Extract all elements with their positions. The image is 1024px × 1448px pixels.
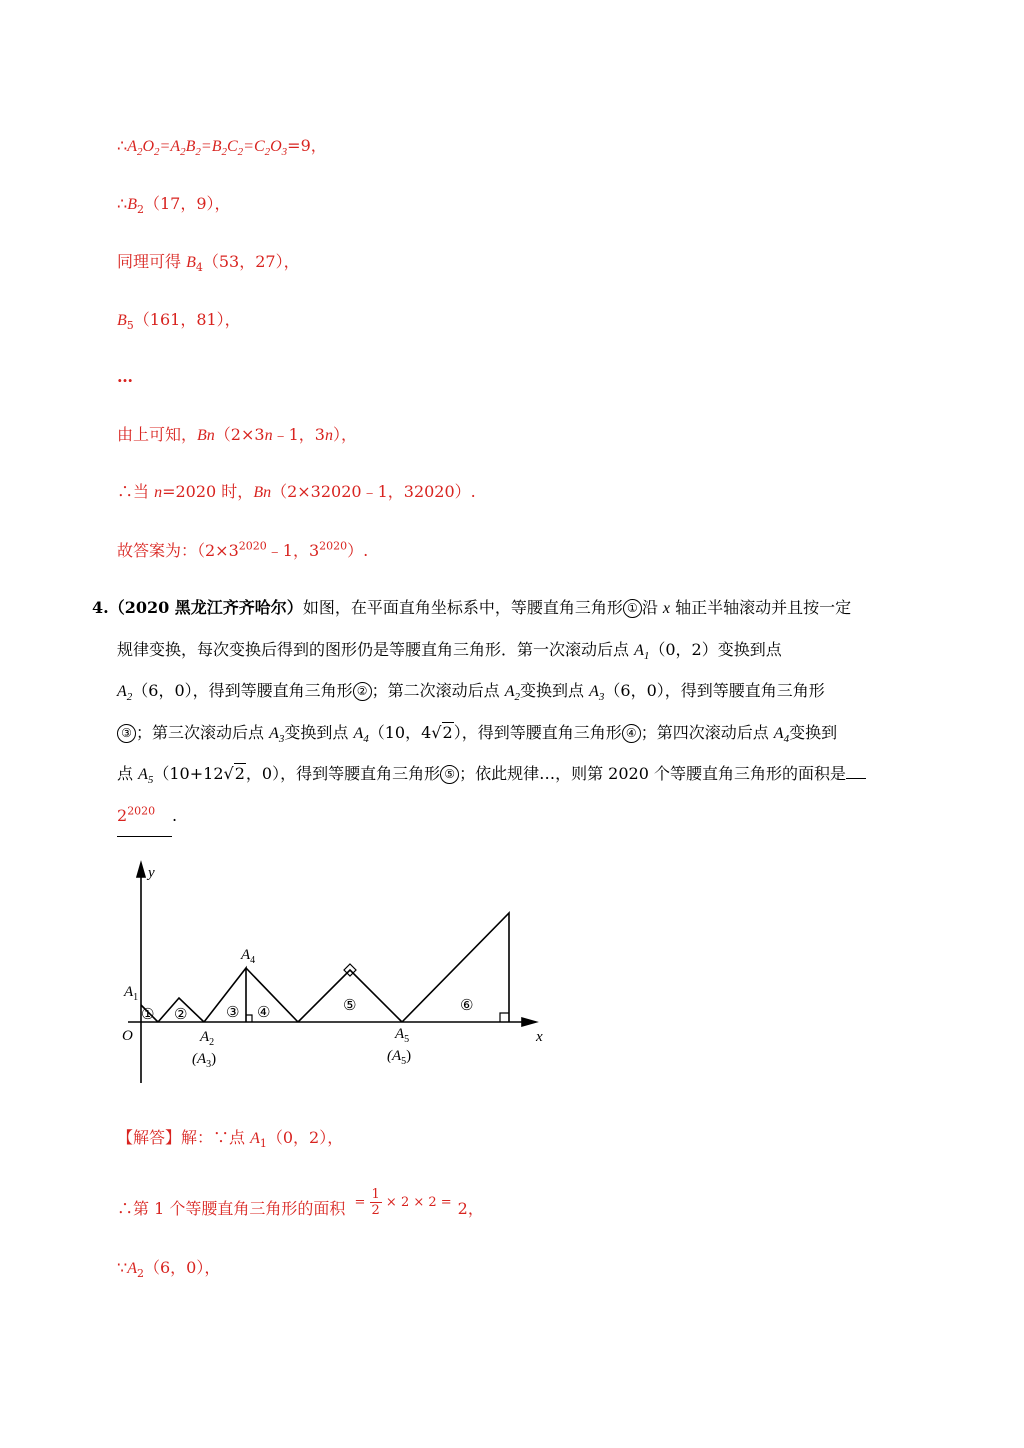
line-prefix: 由上可知， <box>117 425 198 444</box>
var-n: n <box>154 484 163 501</box>
point-coords: （17，9）， <box>143 194 231 213</box>
problem-text: （6，0），得到等腰直角三角形 <box>604 681 825 700</box>
problem-text: ；依此规律…，则第 2020 个等腰直角三角形的面积是 <box>459 764 846 783</box>
solution-label: 【解答】解：∵点 <box>117 1128 251 1147</box>
sqrt-radicand: 2 <box>442 722 453 742</box>
answer-prefix: 故答案为：（2×3 <box>117 541 239 560</box>
point-name: A <box>127 1260 137 1277</box>
point-a3: $A_3$ <box>589 683 605 704</box>
line-prefix: 同理可得 <box>117 252 187 271</box>
point-a5: $A_5$ <box>138 766 154 787</box>
solution-line-4 <box>117 310 241 331</box>
solution-line-2 <box>117 194 231 215</box>
exponent: 2020 <box>319 539 348 553</box>
coords-part-a: （2×3 <box>214 425 265 444</box>
point-name: A <box>250 1130 260 1147</box>
fraction-half <box>370 1187 382 1218</box>
problem-line-1 <box>92 588 932 630</box>
var-n: n <box>324 427 333 444</box>
problem-text: 规律变换，每次变换后得到的图形仍是等腰直角三角形．第一次滚动后点 <box>117 639 635 659</box>
problem-text: ；第二次滚动后点 <box>371 681 505 700</box>
label-a2: $A_2$ <box>200 1029 215 1048</box>
answer-base: 2 <box>117 805 128 825</box>
point-subscript: 5 <box>126 319 134 333</box>
triangle-4-hyp <box>246 968 298 1022</box>
sqrt-symbol: √ <box>431 722 442 742</box>
right-angle-mark <box>500 1013 509 1022</box>
problem-source: （2020 黑龙江齐齐哈尔） <box>108 598 303 617</box>
coords-part-c: ）， <box>332 425 357 444</box>
label-a5-paren: $(A_5)$ <box>387 1048 412 1067</box>
point-a2: $A_2$ <box>504 683 521 704</box>
therefore-symbol: ∴ <box>117 194 128 213</box>
circled-6-label: ⑥ <box>460 996 474 1014</box>
answer-middle: ﹣1，3 <box>266 541 320 560</box>
label-a1: $A_1$ <box>124 984 139 1003</box>
answer-line-3 <box>117 1258 220 1279</box>
circled-5-label: ⑤ <box>343 996 357 1014</box>
solution-line-6 <box>117 425 357 446</box>
therefore-symbol: ∴ <box>117 136 128 155</box>
problem-text: ；第四次滚动后点 <box>640 722 774 742</box>
y-axis-arrow <box>137 863 145 877</box>
answer-exponent: 2020 <box>127 804 156 818</box>
answer-end: ）. <box>347 541 369 560</box>
fraction-numerator: 1 <box>371 1187 380 1202</box>
label-a4: $A_4$ <box>241 947 256 966</box>
sqrt-radicand: 2 <box>234 764 245 783</box>
problem-text: 轴正半轴滚动并且按一定 <box>670 598 852 617</box>
problem-line-5 <box>92 754 932 796</box>
label-a3: $(A_3)$ <box>192 1051 217 1070</box>
circled-4-label: ④ <box>257 1003 271 1021</box>
triangle-3-4 <box>204 968 246 1022</box>
problem-text: （6，0），得到等腰直角三角形 <box>132 681 353 700</box>
solution-line-5: … <box>117 367 133 386</box>
line-prefix: ∴当 <box>117 482 155 501</box>
problem-text: （0，2）变换到点 <box>649 639 782 659</box>
point-name: Bn <box>253 484 272 501</box>
equals-sign: = <box>354 1195 366 1210</box>
answer-line-1 <box>117 1128 343 1149</box>
problem-text: 点 <box>117 764 139 783</box>
point-coords: （53，27）， <box>202 252 300 271</box>
circled-number: ② <box>353 682 372 701</box>
point-coords: （0，2）， <box>266 1128 344 1147</box>
label-a5: $A_5$ <box>395 1026 410 1045</box>
product-text: × 2 × 2 = <box>385 1195 452 1210</box>
problem-line-4 <box>92 713 932 755</box>
point-a4: $A_4$ <box>773 724 790 745</box>
point-subscript: 1 <box>259 1137 267 1151</box>
circled-1-label: ① <box>141 1005 155 1023</box>
equation-value: =9， <box>287 136 327 155</box>
problem-text: ；第三次滚动后点 <box>136 722 270 742</box>
point-subscript: 2 <box>136 1267 144 1281</box>
var-x: x <box>662 600 671 617</box>
problem-text: 沿 <box>641 598 663 617</box>
problem-4 <box>92 588 932 837</box>
point-a3: $A_3$ <box>269 724 285 745</box>
because-symbol: ∵ <box>117 1258 128 1277</box>
circled-number: ⑤ <box>440 765 459 784</box>
problem-text: 变换到 <box>789 722 838 742</box>
point-name: B <box>117 312 127 329</box>
circled-3-label: ③ <box>226 1003 240 1021</box>
solution-line-3 <box>117 252 300 273</box>
solution-line-1 <box>117 136 327 157</box>
var-n: n <box>264 427 273 444</box>
rolling-triangles-figure <box>110 855 560 1090</box>
problem-line-3 <box>92 671 932 713</box>
point-subscript: 4 <box>195 261 203 275</box>
point-subscript: 2 <box>136 203 144 217</box>
point-name: B <box>127 196 137 213</box>
origin-label: O <box>122 1028 133 1044</box>
problem-text: 如图，在平面直角坐标系中，等腰直角三角形 <box>302 598 623 617</box>
problem-text: ，0），得到等腰直角三角形 <box>245 764 441 783</box>
circled-number: ③ <box>117 724 136 743</box>
answer-blank <box>117 796 172 838</box>
sqrt-symbol: √ <box>223 764 234 783</box>
problem-text: 变换到点 <box>520 681 590 700</box>
triangle-6 <box>402 913 509 1022</box>
coords-part-b: ﹣1，3 <box>272 425 325 444</box>
point-a4: $A_4$ <box>353 724 369 745</box>
point-a1: $A_1$ <box>634 641 650 662</box>
circled-number: ① <box>623 599 642 618</box>
solution-line-8 <box>117 541 368 561</box>
answer-blank-lead <box>846 778 866 779</box>
problem-text: 变换到点 <box>284 722 354 742</box>
problem-text: . <box>172 805 178 825</box>
point-name: B <box>186 254 196 271</box>
point-coords: （6，0）， <box>143 1258 221 1277</box>
right-angle-mark <box>246 1015 252 1022</box>
segment-equation: $A_2O_2=A_2B_2=B_2C_2=C_2O_3$ <box>127 138 288 159</box>
point-coords: （2×32020﹣1，32020）. <box>271 482 476 501</box>
problem-text: ），得到等腰直角三角形 <box>453 722 622 742</box>
x-axis-label: x <box>536 1029 543 1045</box>
problem-number: 4. <box>92 598 109 617</box>
exponent: 2020 <box>238 539 267 553</box>
problem-text: （10+12 <box>153 764 224 783</box>
circled-number: ④ <box>622 724 641 743</box>
y-axis-label: y <box>148 865 155 881</box>
area-text: ∴第 1 个等腰直角三角形的面积 <box>117 1199 346 1218</box>
problem-line-6 <box>92 796 932 838</box>
point-name: Bn <box>197 427 215 444</box>
solution-line-7 <box>117 482 476 503</box>
area-result: 2， <box>457 1199 484 1218</box>
circled-2-label: ② <box>174 1005 188 1023</box>
x-axis-arrow <box>522 1018 536 1026</box>
problem-text: （10，4 <box>368 722 432 742</box>
area-formula <box>354 1186 451 1220</box>
problem-line-2 <box>92 630 932 672</box>
fraction-denominator: 2 <box>371 1203 380 1218</box>
answer-line-2 <box>117 1186 484 1226</box>
point-a2: $A_2$ <box>117 683 133 704</box>
equation-text: =2020 时， <box>162 482 254 501</box>
point-coords: （161，81）， <box>133 310 241 329</box>
